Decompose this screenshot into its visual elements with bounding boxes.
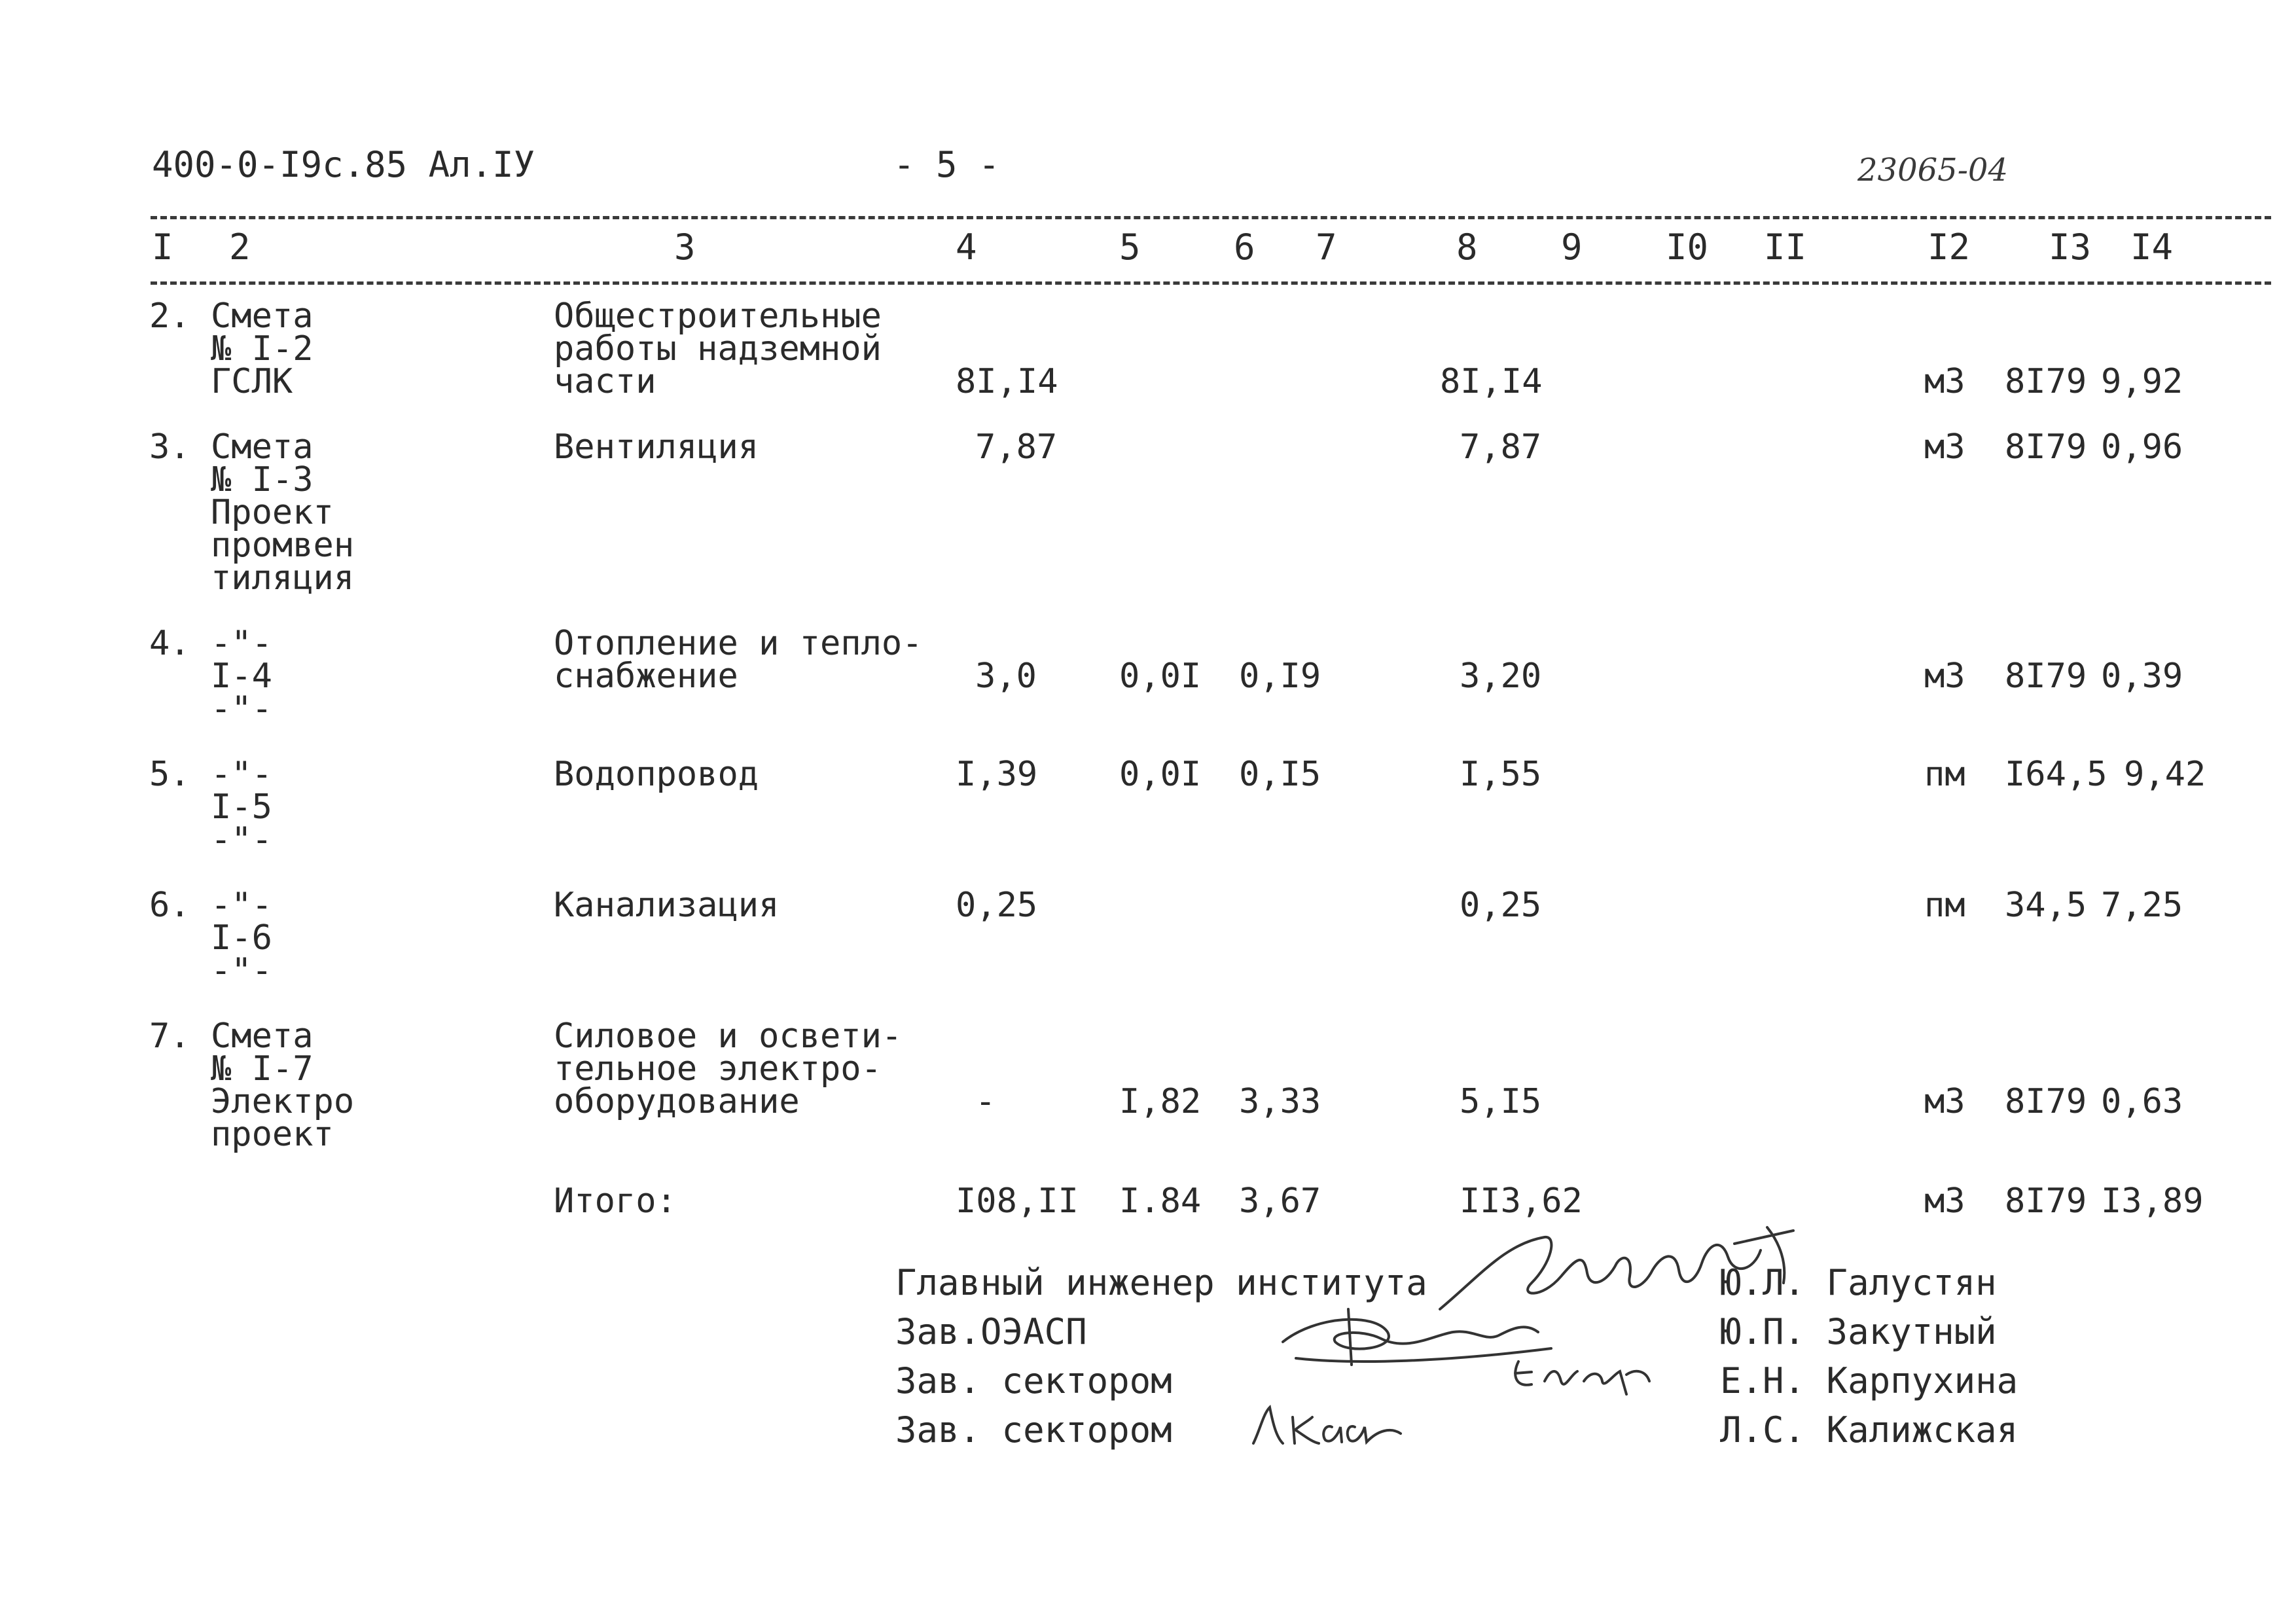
row-number: 3. <box>149 427 190 467</box>
row-number: 4. <box>149 624 190 663</box>
total-unit: м3 <box>1924 1182 1965 1221</box>
total-col5: I.84 <box>1119 1182 1202 1221</box>
cell-unit: м3 <box>1924 1082 1965 1121</box>
doc-ref: № I-2 <box>211 329 314 369</box>
doc-ref: промвен <box>211 526 355 565</box>
row-number: 7. <box>149 1017 190 1056</box>
col-header-13: I3 <box>2049 226 2092 268</box>
cell-col13: 8I79 <box>2005 362 2087 401</box>
col-header-1: I <box>152 226 173 268</box>
cell-col5: I,82 <box>1119 1082 1202 1121</box>
cell-col13: 8I79 <box>2005 657 2087 696</box>
col-header-8: 8 <box>1456 226 1478 268</box>
row-number: 6. <box>149 886 190 925</box>
cell-col8: 5,I5 <box>1460 1082 1542 1121</box>
doc-ref: I-4 <box>211 657 272 696</box>
cell-col5: 0,0I <box>1119 755 1202 794</box>
col-header-12: I2 <box>1928 226 1971 268</box>
cell-col4: 7,87 <box>975 427 1058 467</box>
row-number: 5. <box>149 755 190 794</box>
total-col4: I08,II <box>956 1182 1079 1221</box>
work-name: Отопление и тепло- <box>554 624 923 663</box>
document-code: 400-0-I9c.85 Ал.IУ <box>152 144 535 185</box>
cell-col14: 0,63 <box>2101 1082 2183 1121</box>
total-col6: 3,67 <box>1239 1182 1321 1221</box>
cell-col4: - <box>975 1082 996 1121</box>
cell-col8: 3,20 <box>1460 657 1542 696</box>
header-rule-bottom <box>151 281 2271 285</box>
doc-ref: Проект <box>211 493 334 532</box>
work-name: работы надземной <box>554 329 882 369</box>
doc-ref: Смета <box>211 1017 314 1056</box>
signatory-position: Главный инженер института <box>895 1262 1427 1303</box>
col-header-5: 5 <box>1119 226 1141 268</box>
cell-col4: 3,0 <box>975 657 1037 696</box>
cell-unit: м3 <box>1924 427 1965 467</box>
doc-ref: Смета <box>211 427 314 467</box>
doc-ref: № I-7 <box>211 1049 314 1089</box>
doc-ref: Смета <box>211 297 314 336</box>
cell-col8: I,55 <box>1460 755 1542 794</box>
col-header-3: 3 <box>674 226 696 268</box>
cell-col13: 8I79 <box>2005 1082 2087 1121</box>
cell-col6: 0,I9 <box>1239 657 1321 696</box>
cell-col14: 9,42 <box>2124 755 2206 794</box>
cell-col14: 0,96 <box>2101 427 2183 467</box>
cell-col8: 8I,I4 <box>1440 362 1543 401</box>
doc-ref: Электро <box>211 1082 355 1121</box>
col-header-6: 6 <box>1234 226 1255 268</box>
cell-col8: 0,25 <box>1460 886 1542 925</box>
signatory-position: Зав. сектором <box>895 1409 1172 1451</box>
cell-unit: м3 <box>1924 657 1965 696</box>
signatory-name: Ю.П. Закутный <box>1720 1311 1997 1352</box>
work-name: оборудование <box>554 1082 800 1121</box>
work-name: снабжение <box>554 657 738 696</box>
handwritten-signature-head-sector-1 <box>1505 1348 1662 1401</box>
work-name: тельное электро- <box>554 1049 882 1089</box>
doc-ref: проект <box>211 1115 334 1154</box>
doc-ref: -"- <box>211 951 272 990</box>
col-header-4: 4 <box>956 226 977 268</box>
col-header-7: 7 <box>1316 226 1337 268</box>
col-header-10: I0 <box>1666 226 1709 268</box>
row-number: 2. <box>149 297 190 336</box>
doc-ref: тиляция <box>211 558 355 598</box>
col-header-9: 9 <box>1561 226 1583 268</box>
work-name: Общестроительные <box>554 297 882 336</box>
doc-ref: -"- <box>211 820 272 859</box>
signatory-name: Е.Н. Карпухина <box>1720 1360 2018 1401</box>
cell-col8: 7,87 <box>1460 427 1542 467</box>
cell-col14: 0,39 <box>2101 657 2183 696</box>
work-name: Вентиляция <box>554 427 759 467</box>
work-name: части <box>554 362 656 401</box>
doc-ref: I-6 <box>211 918 272 958</box>
signatory-name: Ю.Л. Галустян <box>1720 1262 1997 1303</box>
total-label: Итого: <box>554 1182 677 1221</box>
doc-ref: -"- <box>211 624 272 663</box>
doc-ref: I-5 <box>211 787 272 827</box>
cell-col4: 8I,I4 <box>956 362 1058 401</box>
cell-col14: 7,25 <box>2101 886 2183 925</box>
total-col8: II3,62 <box>1460 1182 1583 1221</box>
cell-col13: 34,5 <box>2005 886 2087 925</box>
col-header-14: I4 <box>2130 226 2174 268</box>
cell-col6: 0,I5 <box>1239 755 1321 794</box>
header-rule-top <box>151 216 2271 219</box>
work-name: Канализация <box>554 886 780 925</box>
work-name: Водопровод <box>554 755 759 794</box>
doc-ref: -"- <box>211 755 272 794</box>
cell-col5: 0,0I <box>1119 657 1202 696</box>
col-header-11: II <box>1764 226 1807 268</box>
cell-col13: I64,5 <box>2005 755 2108 794</box>
total-col14: I3,89 <box>2101 1182 2204 1221</box>
cell-unit: пм <box>1924 886 1965 925</box>
cell-unit: пм <box>1924 755 1965 794</box>
handwritten-signature-head-sector-2 <box>1244 1398 1414 1456</box>
signatory-position: Зав. сектором <box>895 1360 1172 1401</box>
doc-ref: -"- <box>211 886 272 925</box>
cell-col13: 8I79 <box>2005 427 2087 467</box>
signatory-position: Зав.ОЭАСП <box>895 1311 1087 1352</box>
stamp-number: 23065-04 <box>1857 152 2008 189</box>
cell-unit: м3 <box>1924 362 1965 401</box>
total-col13: 8I79 <box>2005 1182 2087 1221</box>
signatory-name: Л.С. Калижская <box>1720 1409 2018 1451</box>
cell-col4: I,39 <box>956 755 1038 794</box>
doc-ref: ГСЛК <box>211 362 293 401</box>
cell-col14: 9,92 <box>2101 362 2183 401</box>
doc-ref: № I-3 <box>211 460 314 499</box>
col-header-2: 2 <box>229 226 251 268</box>
doc-ref: -"- <box>211 689 272 729</box>
work-name: Силовое и освети- <box>554 1017 903 1056</box>
cell-col6: 3,33 <box>1239 1082 1321 1121</box>
cell-col4: 0,25 <box>956 886 1038 925</box>
page-number: - 5 - <box>893 144 1000 185</box>
